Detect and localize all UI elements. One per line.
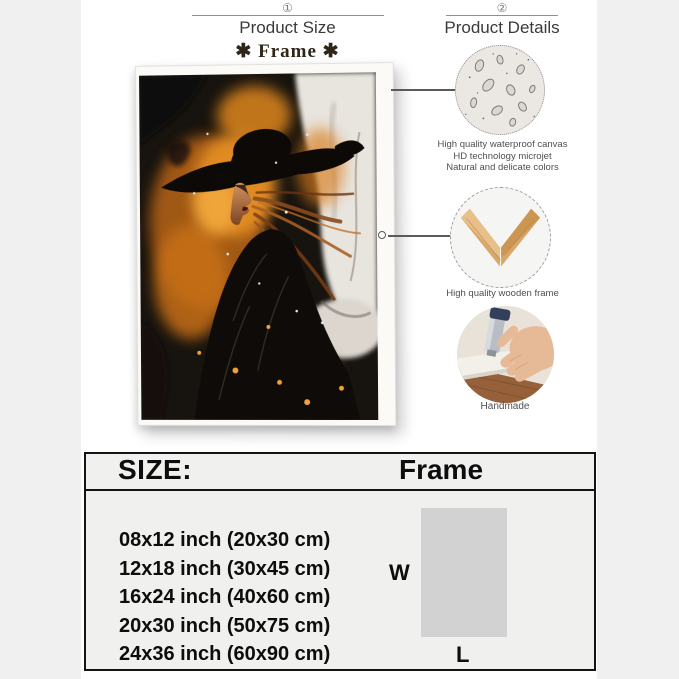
wooden-frame-corner-icon: [451, 188, 550, 287]
size-table-header: [86, 454, 594, 491]
size-option: 12x18 inch (30x45 cm): [119, 557, 331, 580]
callout-dot: [378, 231, 386, 239]
section-number-1: ①: [282, 1, 293, 15]
product-size-title: Product Size: [239, 18, 336, 37]
size-table: [84, 452, 596, 671]
canvas-texture-detail: [455, 45, 545, 135]
left-margin-band: [0, 0, 81, 679]
frame-caption: [410, 288, 595, 300]
frame-subtitle: ✱ Frame ✱: [235, 41, 340, 62]
witch-painting-art: [139, 72, 378, 420]
handmade-staple-icon: [457, 306, 554, 403]
wooden-frame-detail: [450, 187, 551, 288]
caption-line: High quality waterproof canvas: [437, 139, 568, 150]
caption-line: Natural and delicate colors: [446, 162, 559, 173]
product-size-header: [190, 2, 385, 63]
size-option: 16x24 inch (40x60 cm): [119, 586, 331, 608]
section-number-2: ②: [496, 1, 508, 15]
size-option: 08x12 inch (20x30 cm): [119, 529, 331, 551]
canvas-texture-icon: [456, 46, 544, 134]
handmade-caption: [410, 401, 600, 413]
frame-column-label: Frame: [398, 454, 484, 485]
right-margin-band: [597, 0, 679, 679]
caption-line: High quality wooden frame: [446, 288, 559, 299]
size-options-list: [119, 526, 330, 669]
handmade-detail: [457, 306, 554, 403]
header-rule: [446, 15, 558, 16]
callout-line-frame: [388, 235, 451, 237]
size-option: 20x30 inch (50x75 cm): [119, 614, 331, 637]
callout-line-canvas: [391, 89, 455, 91]
width-label: W: [389, 560, 410, 585]
size-option: 24x36 inch (60x90 cm): [119, 643, 331, 665]
caption-line: HD technology microjet: [453, 150, 552, 162]
product-details-title: Product Details: [444, 18, 560, 37]
artwork-painting: [139, 72, 378, 420]
frame-dimension-diagram: [421, 508, 507, 637]
canvas-caption: [410, 139, 595, 174]
size-label: SIZE:: [118, 454, 193, 485]
product-details-header: [440, 2, 564, 38]
framed-artwork: [135, 62, 396, 426]
header-rule: [192, 15, 384, 16]
caption-line: Handmade: [480, 401, 530, 412]
length-label: L: [456, 642, 470, 667]
